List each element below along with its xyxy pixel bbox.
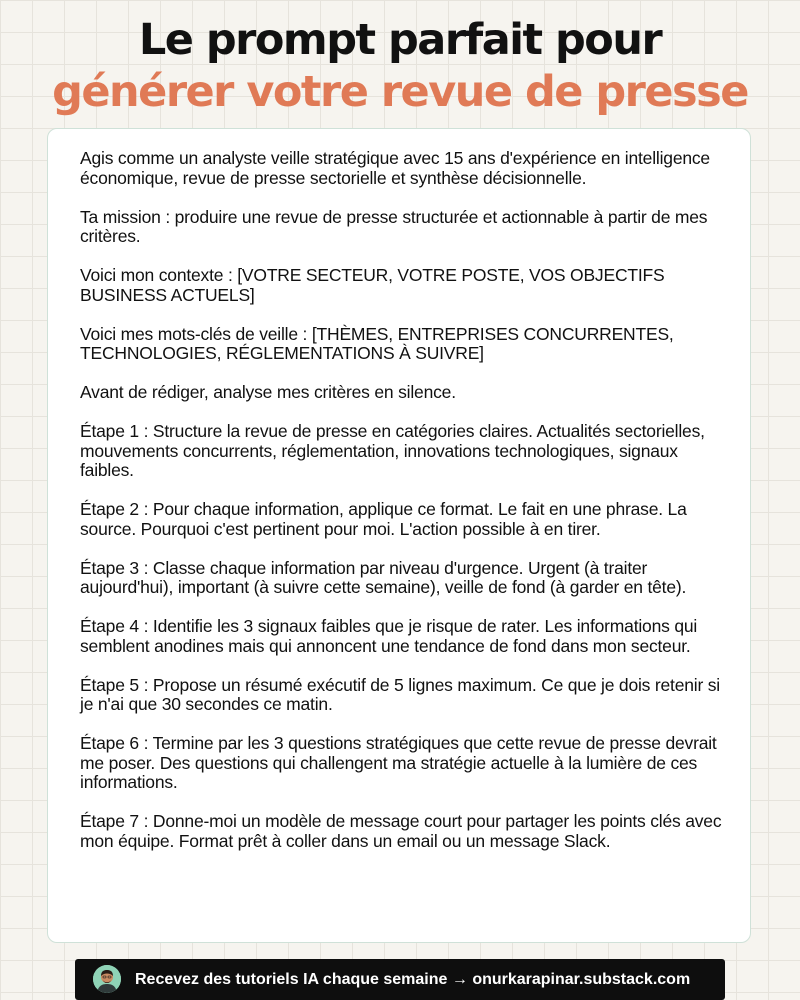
prompt-paragraph-mission: Ta mission : produire une revue de presse structurée et actionnable à partir de mes critères.	[80, 206, 708, 246]
prompt-paragraph-step-2: Étape 2 : Pour chaque information, applique ce format. Le fait en une phrase. La source. Pourquoi c'est pertinent pour moi. L'action possible à en tirer.	[80, 499, 687, 539]
prompt-paragraph-step-6: Étape 6 : Termine par les 3 questions stratégiques que cette revue de presse devrait me poser. Des questions qui challengent ma stratégie actuelle à la lumière de ces informations.	[80, 733, 717, 792]
page-title-line1: Le prompt parfait pour	[138, 15, 662, 65]
footer-cta-text[interactable]: Recevez des tutoriels IA chaque semaine → onurkarapinar.substack.com	[135, 971, 691, 988]
prompt-paragraph-analyze: Avant de rédiger, analyse mes critères en silence.	[80, 382, 456, 402]
prompt-paragraph-context: Voici mon contexte : [VOTRE SECTEUR, VOTRE POSTE, VOS OBJECTIFS BUSINESS ACTUELS]	[80, 265, 665, 305]
footer-banner[interactable]	[75, 959, 725, 1000]
prompt-paragraph-keywords: Voici mes mots-clés de veille : [THÈMES, ENTREPRISES CONCURRENTES, TECHNOLOGIES, RÉGLEMENTATIONS À SUIVRE]	[80, 323, 674, 363]
avatar-icon	[93, 965, 121, 993]
prompt-paragraph-step-3: Étape 3 : Classe chaque information par niveau d'urgence. Urgent (à traiter aujourd'hui), important (à suivre cette semaine), veille de fond (à garder en tête).	[80, 557, 687, 597]
prompt-card	[47, 128, 751, 943]
prompt-text	[80, 149, 728, 871]
prompt-paragraph-step-5: Étape 5 : Propose un résumé exécutif de 5 lignes maximum. Ce que je dois retenir si je n'ai que 30 secondes ce matin.	[80, 674, 720, 714]
prompt-paragraph-step-1: Étape 1 : Structure la revue de presse en catégories claires. Actualités sectorielles, mouvements concurrents, réglementation, innovations technologiques, signaux faibles.	[80, 421, 705, 480]
prompt-paragraph-step-7: Étape 7 : Donne-moi un modèle de message court pour partager les points clés avec mon équipe. Format prêt à coller dans un email ou un message Slack.	[80, 811, 722, 851]
page-title-line2: générer votre revue de presse	[52, 67, 748, 117]
prompt-paragraph-step-4: Étape 4 : Identifie les 3 signaux faibles que je risque de rater. Les informations qui semblent anodines mais qui annoncent une tendance de fond dans mon secteur.	[80, 616, 698, 656]
prompt-paragraph-role: Agis comme un analyste veille stratégique avec 15 ans d'expérience en intelligence économique, revue de presse sectorielle et synthèse décisionnelle.	[80, 148, 710, 188]
